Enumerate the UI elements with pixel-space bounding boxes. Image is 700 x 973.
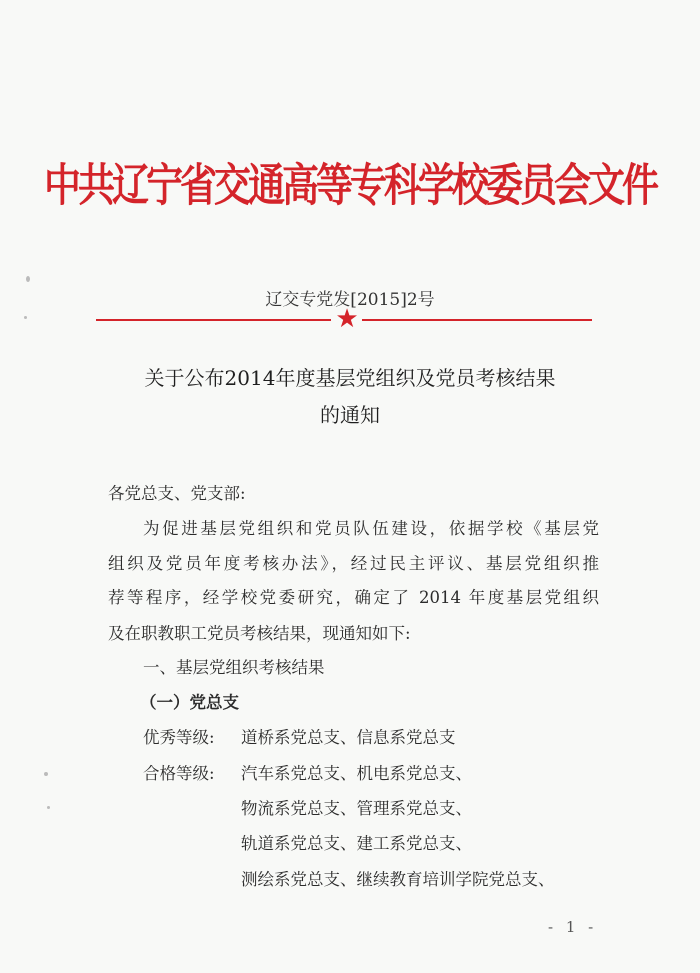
qualified-grade-value-2: 物流系党总支、管理系党总支、 xyxy=(241,799,472,818)
body-line-3: 荐等程序，经学校党委研究，确定了 2014 年度基层党组织 xyxy=(108,588,599,607)
notice-title-line-2: 的通知 xyxy=(320,403,380,427)
notice-title-line-1: 关于公布2014年度基层党组织及党员考核结果 xyxy=(144,366,556,390)
red-star-icon: ★ xyxy=(335,304,359,334)
scan-speck xyxy=(26,276,30,282)
body-line-2: 组织及党员年度考核办法》，经过民主评议、基层党组织推 xyxy=(108,554,599,573)
qualified-grade-label: 合格等级: xyxy=(143,764,215,783)
excellent-grade-value: 道桥系党总支、信息系党总支 xyxy=(241,728,456,747)
qualified-grade-value-3: 轨道系党总支、建工系党总支、 xyxy=(241,834,472,853)
section-heading-1: 一、基层党组织考核结果 xyxy=(143,658,325,677)
subsection-heading-1: （一）党总支 xyxy=(140,693,239,712)
body-line-1: 为促进基层党组织和党员队伍建设，依据学校《基层党 xyxy=(143,519,599,538)
scan-speck xyxy=(44,772,48,776)
body-line-4: 及在职教职工党员考核结果，现通知如下: xyxy=(108,624,411,643)
document-number: 辽交专党发[2015]2号 xyxy=(265,290,435,310)
salutation: 各党总支、党支部: xyxy=(108,484,246,503)
page-number: - 1 - xyxy=(548,918,598,936)
red-masthead-title: 中共辽宁省交通高等专科学校委员会文件 xyxy=(44,158,656,212)
excellent-grade-label: 优秀等级: xyxy=(143,728,215,747)
red-rule-right xyxy=(362,319,592,321)
qualified-grade-value-4: 测绘系党总支、继续教育培训学院党总支、 xyxy=(241,870,555,889)
red-rule-left xyxy=(96,319,331,321)
qualified-grade-value-1: 汽车系党总支、机电系党总支、 xyxy=(241,764,472,783)
scan-speck xyxy=(47,806,50,809)
scan-speck xyxy=(24,316,27,319)
